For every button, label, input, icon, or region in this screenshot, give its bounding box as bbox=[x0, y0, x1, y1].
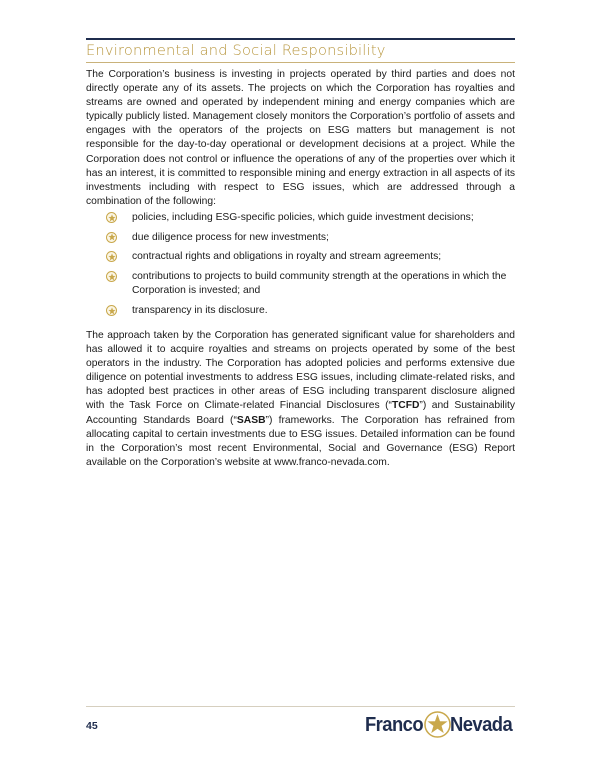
logo-word-nevada: Nevada bbox=[450, 714, 513, 736]
list-item bbox=[106, 304, 515, 318]
star-bullet-icon bbox=[106, 271, 117, 282]
logo-star-icon bbox=[424, 711, 451, 738]
footer-rule bbox=[86, 706, 515, 707]
franco-nevada-logo bbox=[365, 711, 518, 741]
list-item bbox=[106, 231, 515, 245]
list-item-text: contractual rights and obligations in royalty and stream agreements; bbox=[132, 251, 442, 263]
closing-text-1: The approach taken by the Corporation has generated significant value for shareholders and has allowed it to acquire royalties and streams on projects operated by some of the best operators in the industry. The Corporation has adopted policies and performs extensive due diligence on potential investments to address ESG issues, including climate-related risks, and has adopted best practices in other areas of ESG including transparent disclosure aligned with the Task Force on Climate-related Financial Disclosures (“ bbox=[86, 330, 515, 412]
closing-text-3: ”) frameworks. The Corporation has refrained from allocating capital to certain investments due to ESG issues. Detailed information can be found in the Corporation’s most recent Environmental, Social and Governance (ESG) Report available on the Corporation’s website at www.franco-nevada.com. bbox=[86, 414, 515, 468]
title-underline bbox=[86, 62, 515, 63]
star-bullet-icon bbox=[106, 305, 117, 316]
section-title: Environmental and Social Responsibility bbox=[86, 42, 386, 59]
list-item-text: contributions to projects to build community strength at the operations in which the Corporation is invested; and bbox=[132, 271, 507, 297]
star-bullet-icon bbox=[106, 212, 117, 223]
list-item bbox=[106, 270, 515, 298]
top-rule bbox=[86, 38, 515, 40]
list-item bbox=[106, 211, 515, 225]
star-bullet-icon bbox=[106, 251, 117, 262]
list-item-text: policies, including ESG-specific policies, which guide investment decisions; bbox=[132, 212, 474, 223]
list-item bbox=[106, 250, 515, 264]
list-item-text: due diligence process for new investments; bbox=[132, 231, 329, 243]
page-number: 45 bbox=[86, 720, 98, 732]
list-item-text: transparency in its disclosure. bbox=[132, 305, 268, 317]
bullet-list bbox=[106, 211, 515, 324]
logo-word-franco: Franco bbox=[365, 714, 424, 736]
tcfd-term: TCFD bbox=[391, 400, 420, 412]
closing-text-2: ”) and Sustainability Accounting Standards Board (“ bbox=[86, 400, 515, 426]
star-bullet-icon bbox=[106, 232, 117, 243]
closing-paragraph bbox=[86, 329, 515, 470]
intro-paragraph: The Corporation’s business is investing in projects operated by third parties and does not directly operate any of its assets. The projects on which the Corporation has royalties and streams are owned and operated by independent mining and energy companies which are typically publicly listed. Management closely monitors the Corporation’s portfolio of assets and engages with the operators of the projects on ESG matters but management is not responsible for the day-to-day operational or development decisions at a project. While the Corporation does not control or influence the operations of any of the properties over which it has an interest, it is committed to responsible mining and energy extraction in all aspects of its investments including with respect to ESG issues, which are addressed through a combination of the following: bbox=[86, 69, 515, 207]
sasb-term: SASB bbox=[236, 414, 266, 426]
